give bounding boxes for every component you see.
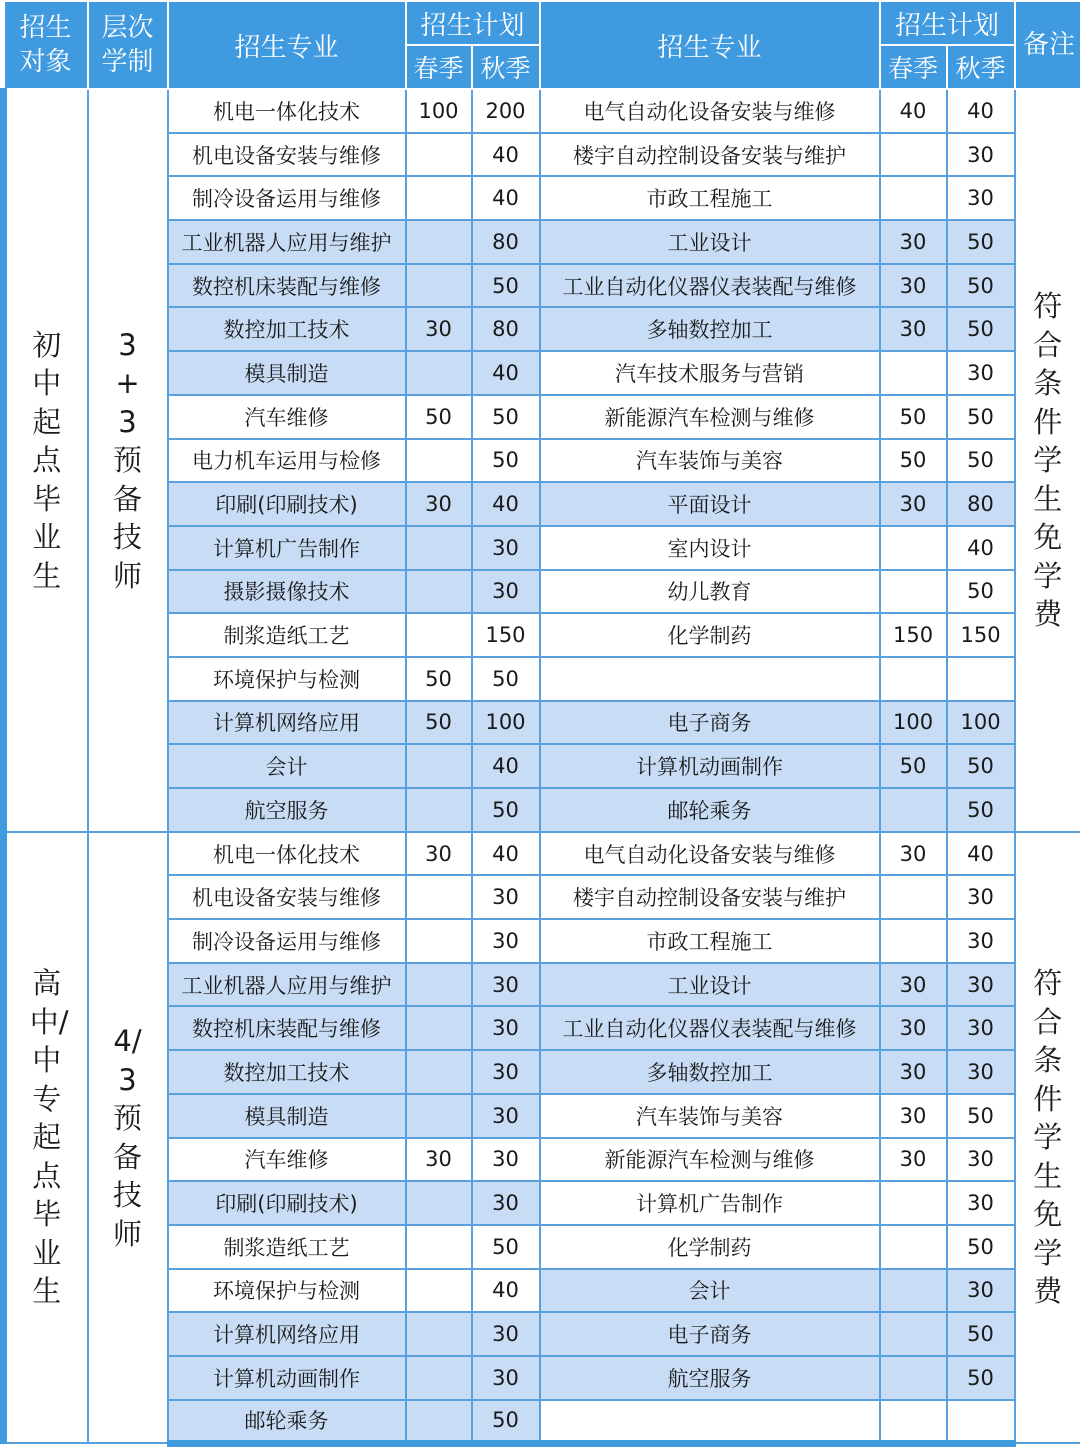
spring-right-cell: 30 — [880, 220, 947, 264]
autumn-right-cell: 50 — [947, 1312, 1015, 1356]
major-left-cell: 机电设备安装与维修 — [168, 133, 406, 177]
major-right-cell: 幼儿教育 — [540, 570, 880, 614]
spring-right-cell — [880, 657, 947, 701]
autumn-left-cell: 150 — [472, 613, 540, 657]
header-plan-left: 招生计划 — [406, 1, 540, 45]
major-left-cell: 数控加工技术 — [168, 1050, 406, 1094]
major-left-cell: 摄影摄像技术 — [168, 570, 406, 614]
spring-left-cell — [406, 176, 472, 220]
major-right-cell: 计算机动画制作 — [540, 744, 880, 788]
major-right-cell: 工业自动化仪器仪表装配与维修 — [540, 1006, 880, 1050]
autumn-left-cell: 40 — [472, 744, 540, 788]
target-label: 高中/中专起点毕业生 — [30, 964, 64, 1311]
autumn-left-cell: 50 — [472, 264, 540, 308]
spring-left-cell — [406, 963, 472, 1007]
autumn-left-cell: 200 — [472, 89, 540, 133]
major-left-cell: 会计 — [168, 744, 406, 788]
spring-right-cell: 30 — [880, 1006, 947, 1050]
autumn-right-cell: 50 — [947, 220, 1015, 264]
major-left-cell: 汽车维修 — [168, 395, 406, 439]
level-cell — [88, 89, 168, 832]
major-right-cell: 会计 — [540, 1269, 880, 1313]
spring-right-cell: 30 — [880, 482, 947, 526]
spring-left-cell — [406, 133, 472, 177]
note-label: 符合条件学生免学费 — [1031, 964, 1065, 1311]
major-left-cell: 模具制造 — [168, 351, 406, 395]
autumn-right-cell: 50 — [947, 1225, 1015, 1269]
table-body — [4, 89, 1080, 1443]
autumn-left-cell: 30 — [472, 570, 540, 614]
spring-right-cell: 100 — [880, 701, 947, 745]
major-right-cell: 工业自动化仪器仪表装配与维修 — [540, 264, 880, 308]
spring-left-cell: 30 — [406, 1138, 472, 1182]
header-note: 备注 — [1015, 1, 1080, 89]
major-right-cell: 楼宇自动控制设备安装与维护 — [540, 875, 880, 919]
autumn-left-cell: 50 — [472, 657, 540, 701]
spring-right-cell — [880, 875, 947, 919]
major-right-cell: 平面设计 — [540, 482, 880, 526]
spring-right-cell: 40 — [880, 89, 947, 133]
autumn-left-cell: 40 — [472, 176, 540, 220]
spring-right-cell — [880, 133, 947, 177]
autumn-right-cell: 100 — [947, 701, 1015, 745]
autumn-left-cell: 30 — [472, 1181, 540, 1225]
table-header — [4, 1, 1080, 89]
spring-left-cell — [406, 613, 472, 657]
major-right-cell: 电子商务 — [540, 1312, 880, 1356]
header-level: 层次学制 — [88, 1, 168, 89]
autumn-left-cell: 50 — [472, 788, 540, 832]
autumn-right-cell: 30 — [947, 1006, 1015, 1050]
major-right-cell: 电气自动化设备安装与维修 — [540, 89, 880, 133]
spring-left-cell — [406, 264, 472, 308]
autumn-left-cell: 30 — [472, 1094, 540, 1138]
autumn-right-cell: 30 — [947, 919, 1015, 963]
spring-left-cell: 30 — [406, 832, 472, 876]
header-autumn-left: 秋季 — [472, 45, 540, 89]
major-left-cell: 制浆造纸工艺 — [168, 613, 406, 657]
major-left-cell: 计算机广告制作 — [168, 526, 406, 570]
autumn-left-cell: 30 — [472, 1138, 540, 1182]
autumn-left-cell: 30 — [472, 1050, 540, 1094]
major-right-cell: 新能源汽车检测与维修 — [540, 395, 880, 439]
major-left-cell: 数控加工技术 — [168, 307, 406, 351]
major-right-cell: 楼宇自动控制设备安装与维护 — [540, 133, 880, 177]
autumn-right-cell: 30 — [947, 963, 1015, 1007]
target-cell — [4, 89, 88, 832]
autumn-right-cell: 30 — [947, 351, 1015, 395]
spring-right-cell — [880, 1356, 947, 1400]
spring-left-cell: 30 — [406, 482, 472, 526]
major-left-cell: 邮轮乘务 — [168, 1400, 406, 1444]
spring-right-cell: 30 — [880, 832, 947, 876]
autumn-right-cell: 40 — [947, 89, 1015, 133]
major-right-cell: 计算机广告制作 — [540, 1181, 880, 1225]
autumn-right-cell: 50 — [947, 1356, 1015, 1400]
autumn-right-cell — [947, 1400, 1015, 1444]
major-right-cell: 化学制药 — [540, 1225, 880, 1269]
spring-left-cell — [406, 788, 472, 832]
major-left-cell: 机电一体化技术 — [168, 832, 406, 876]
spring-right-cell: 50 — [880, 744, 947, 788]
autumn-left-cell: 40 — [472, 832, 540, 876]
major-left-cell: 制冷设备运用与维修 — [168, 176, 406, 220]
major-left-cell: 工业机器人应用与维护 — [168, 220, 406, 264]
autumn-left-cell: 100 — [472, 701, 540, 745]
autumn-left-cell: 50 — [472, 439, 540, 483]
major-left-cell: 制浆造纸工艺 — [168, 1225, 406, 1269]
spring-right-cell — [880, 351, 947, 395]
note-label: 符合条件学生免学费 — [1031, 287, 1065, 634]
spring-right-cell: 30 — [880, 1050, 947, 1094]
header-plan-right: 招生计划 — [880, 1, 1015, 45]
autumn-right-cell: 50 — [947, 307, 1015, 351]
major-right-cell: 电气自动化设备安装与维修 — [540, 832, 880, 876]
target-cell — [4, 832, 88, 1444]
spring-left-cell — [406, 1225, 472, 1269]
autumn-right-cell: 40 — [947, 832, 1015, 876]
spring-right-cell — [880, 1269, 947, 1313]
header-spring-left: 春季 — [406, 45, 472, 89]
major-right-cell: 工业设计 — [540, 963, 880, 1007]
spring-left-cell — [406, 1050, 472, 1094]
target-label: 初中起点毕业生 — [30, 326, 64, 596]
major-left-cell: 汽车维修 — [168, 1138, 406, 1182]
autumn-left-cell: 40 — [472, 351, 540, 395]
major-left-cell: 制冷设备运用与维修 — [168, 919, 406, 963]
autumn-left-cell: 30 — [472, 963, 540, 1007]
autumn-right-cell: 80 — [947, 482, 1015, 526]
autumn-right-cell: 30 — [947, 1138, 1015, 1182]
level-label: 3+3预备技师 — [111, 326, 145, 596]
autumn-right-cell: 150 — [947, 613, 1015, 657]
autumn-right-cell — [947, 657, 1015, 701]
spring-right-cell: 30 — [880, 1094, 947, 1138]
major-right-cell: 汽车技术服务与营销 — [540, 351, 880, 395]
autumn-left-cell: 50 — [472, 1225, 540, 1269]
spring-right-cell — [880, 788, 947, 832]
major-left-cell: 电力机车运用与检修 — [168, 439, 406, 483]
autumn-right-cell: 50 — [947, 744, 1015, 788]
major-right-cell: 汽车装饰与美容 — [540, 439, 880, 483]
spring-left-cell — [406, 351, 472, 395]
spring-right-cell — [880, 570, 947, 614]
level-label: 4/3预备技师 — [111, 1022, 145, 1253]
major-left-cell: 航空服务 — [168, 788, 406, 832]
spring-left-cell — [406, 1006, 472, 1050]
spring-left-cell — [406, 1269, 472, 1313]
spring-left-cell — [406, 919, 472, 963]
major-left-cell: 工业机器人应用与维护 — [168, 963, 406, 1007]
major-left-cell: 计算机网络应用 — [168, 1312, 406, 1356]
autumn-left-cell: 30 — [472, 875, 540, 919]
major-left-cell: 数控机床装配与维修 — [168, 1006, 406, 1050]
major-left-cell: 环境保护与检测 — [168, 1269, 406, 1313]
level-cell — [88, 832, 168, 1444]
spring-left-cell — [406, 220, 472, 264]
spring-left-cell: 30 — [406, 307, 472, 351]
autumn-left-cell: 40 — [472, 133, 540, 177]
autumn-right-cell: 50 — [947, 570, 1015, 614]
major-left-cell: 计算机网络应用 — [168, 701, 406, 745]
autumn-right-cell: 30 — [947, 1050, 1015, 1094]
major-left-cell: 印刷(印刷技术) — [168, 1181, 406, 1225]
autumn-left-cell: 50 — [472, 395, 540, 439]
spring-left-cell — [406, 1181, 472, 1225]
autumn-right-cell: 40 — [947, 526, 1015, 570]
major-right-cell: 电子商务 — [540, 701, 880, 745]
spring-left-cell: 50 — [406, 395, 472, 439]
autumn-right-cell: 30 — [947, 1269, 1015, 1313]
header-target: 招生对象 — [4, 1, 88, 89]
header-autumn-right: 秋季 — [947, 45, 1015, 89]
autumn-left-cell: 30 — [472, 526, 540, 570]
spring-left-cell — [406, 1094, 472, 1138]
spring-left-cell — [406, 526, 472, 570]
spring-right-cell: 150 — [880, 613, 947, 657]
major-left-cell: 机电设备安装与维修 — [168, 875, 406, 919]
table-row — [4, 89, 1080, 133]
major-right-cell: 多轴数控加工 — [540, 307, 880, 351]
major-left-cell: 印刷(印刷技术) — [168, 482, 406, 526]
autumn-right-cell: 50 — [947, 395, 1015, 439]
major-left-cell: 模具制造 — [168, 1094, 406, 1138]
major-right-cell: 航空服务 — [540, 1356, 880, 1400]
spring-left-cell — [406, 570, 472, 614]
autumn-right-cell: 50 — [947, 264, 1015, 308]
autumn-right-cell: 30 — [947, 875, 1015, 919]
major-left-cell: 数控机床装配与维修 — [168, 264, 406, 308]
autumn-left-cell: 40 — [472, 1269, 540, 1313]
autumn-right-cell: 30 — [947, 1181, 1015, 1225]
spring-right-cell — [880, 526, 947, 570]
autumn-left-cell: 30 — [472, 1006, 540, 1050]
spring-left-cell — [406, 875, 472, 919]
major-right-cell — [540, 657, 880, 701]
note-cell — [1015, 89, 1080, 832]
major-right-cell: 邮轮乘务 — [540, 788, 880, 832]
header-spring-right: 春季 — [880, 45, 947, 89]
spring-right-cell — [880, 176, 947, 220]
spring-right-cell: 30 — [880, 963, 947, 1007]
autumn-right-cell: 30 — [947, 133, 1015, 177]
autumn-left-cell: 80 — [472, 307, 540, 351]
spring-right-cell — [880, 1181, 947, 1225]
autumn-left-cell: 40 — [472, 482, 540, 526]
autumn-right-cell: 50 — [947, 788, 1015, 832]
autumn-right-cell: 30 — [947, 176, 1015, 220]
spring-left-cell — [406, 439, 472, 483]
major-right-cell: 室内设计 — [540, 526, 880, 570]
autumn-right-cell: 50 — [947, 1094, 1015, 1138]
spring-right-cell: 50 — [880, 395, 947, 439]
header-major-left: 招生专业 — [168, 1, 406, 89]
major-right-cell: 新能源汽车检测与维修 — [540, 1138, 880, 1182]
spring-left-cell — [406, 744, 472, 788]
major-left-cell: 机电一体化技术 — [168, 89, 406, 133]
spring-right-cell — [880, 1400, 947, 1444]
autumn-left-cell: 30 — [472, 1312, 540, 1356]
table-row — [4, 832, 1080, 876]
spring-right-cell — [880, 919, 947, 963]
autumn-right-cell: 50 — [947, 439, 1015, 483]
spring-right-cell — [880, 1225, 947, 1269]
spring-right-cell: 30 — [880, 1138, 947, 1182]
spring-right-cell: 30 — [880, 307, 947, 351]
major-left-cell: 计算机动画制作 — [168, 1356, 406, 1400]
spring-right-cell: 30 — [880, 264, 947, 308]
major-right-cell: 市政工程施工 — [540, 176, 880, 220]
autumn-left-cell: 30 — [472, 1356, 540, 1400]
autumn-left-cell: 80 — [472, 220, 540, 264]
header-major-right: 招生专业 — [540, 1, 880, 89]
spring-left-cell: 50 — [406, 657, 472, 701]
major-right-cell: 多轴数控加工 — [540, 1050, 880, 1094]
major-right-cell: 化学制药 — [540, 613, 880, 657]
note-cell — [1015, 832, 1080, 1444]
major-right-cell — [540, 1400, 880, 1444]
autumn-left-cell: 30 — [472, 919, 540, 963]
spring-left-cell — [406, 1356, 472, 1400]
spring-left-cell — [406, 1312, 472, 1356]
major-right-cell: 市政工程施工 — [540, 919, 880, 963]
spring-left-cell — [406, 1400, 472, 1444]
spring-left-cell: 50 — [406, 701, 472, 745]
autumn-left-cell: 50 — [472, 1400, 540, 1444]
major-right-cell: 汽车装饰与美容 — [540, 1094, 880, 1138]
spring-right-cell — [880, 1312, 947, 1356]
major-right-cell: 工业设计 — [540, 220, 880, 264]
major-left-cell: 环境保护与检测 — [168, 657, 406, 701]
spring-right-cell: 50 — [880, 439, 947, 483]
spring-left-cell: 100 — [406, 89, 472, 133]
